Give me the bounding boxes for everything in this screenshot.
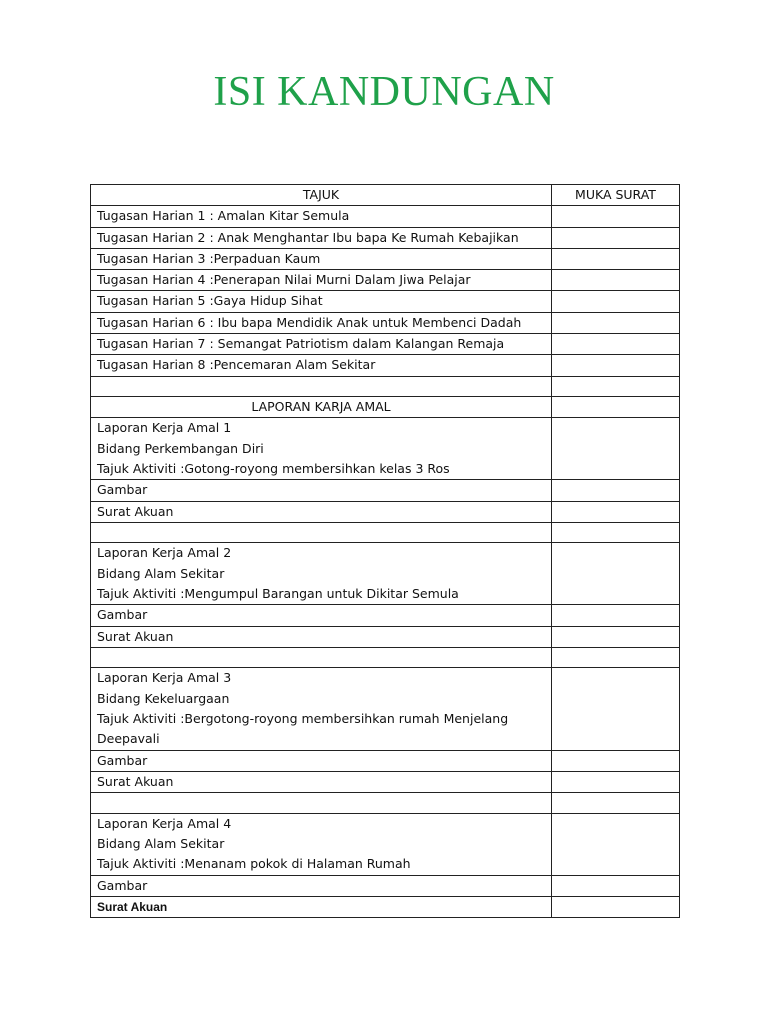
table-row <box>91 291 680 312</box>
laporan-bidang: Bidang Alam Sekitar <box>97 836 225 852</box>
page-cell <box>552 418 680 480</box>
page-cell <box>552 605 680 626</box>
page-cell <box>552 312 680 333</box>
table-row <box>91 480 680 501</box>
table-row <box>91 227 680 248</box>
surat-akuan-label: Surat Akuan <box>91 501 552 522</box>
empty-row <box>91 647 680 668</box>
page-cell <box>552 896 680 917</box>
laporan-tajuk-continued: Deepavali <box>97 731 160 747</box>
page-cell <box>552 227 680 248</box>
header-row <box>91 185 680 206</box>
section-heading: LAPORAN KARJA AMAL <box>91 397 552 418</box>
surat-akuan-label: Surat Akuan <box>91 896 552 917</box>
tugasan-1: Tugasan Harian 1 : Amalan Kitar Semula <box>91 206 552 227</box>
table-row <box>91 750 680 771</box>
gambar-label: Gambar <box>91 605 552 626</box>
tugasan-2: Tugasan Harian 2 : Anak Menghantar Ibu bapa Ke Rumah Kebajikan <box>91 227 552 248</box>
table-row <box>91 501 680 522</box>
empty-row <box>91 376 680 397</box>
empty-row <box>91 793 680 814</box>
gambar-label: Gambar <box>91 875 552 896</box>
laporan-title: Laporan Kerja Amal 1 <box>97 420 232 436</box>
page-cell <box>552 543 680 605</box>
tugasan-7: Tugasan Harian 7 : Semangat Patriotism dalam Kalangan Remaja <box>91 334 552 355</box>
laporan-tajuk: Tajuk Aktiviti :Menanam pokok di Halaman Rumah <box>97 856 411 872</box>
table-row <box>91 355 680 376</box>
page-cell <box>552 206 680 227</box>
page-cell <box>552 291 680 312</box>
laporan-tajuk: Tajuk Aktiviti :Mengumpul Barangan untuk Dikitar Semula <box>97 586 459 602</box>
gambar-label: Gambar <box>91 480 552 501</box>
page-cell <box>552 813 680 875</box>
contents-table <box>90 184 680 918</box>
page-cell <box>552 355 680 376</box>
tugasan-4: Tugasan Harian 4 :Penerapan Nilai Murni Dalam Jiwa Pelajar <box>91 270 552 291</box>
laporan-3-details <box>91 668 552 750</box>
empty-row <box>91 522 680 543</box>
laporan-title: Laporan Kerja Amal 3 <box>97 670 232 686</box>
laporan-bidang: Bidang Kekeluargaan <box>97 690 230 706</box>
surat-akuan-label: Surat Akuan <box>91 771 552 792</box>
tugasan-6: Tugasan Harian 6 : Ibu bapa Mendidik Anak untuk Membenci Dadah <box>91 312 552 333</box>
page-cell <box>552 248 680 269</box>
table-row <box>91 248 680 269</box>
laporan-row <box>91 668 680 750</box>
table-row <box>91 626 680 647</box>
header-muka-surat: MUKA SURAT <box>552 185 680 206</box>
tugasan-3: Tugasan Harian 3 :Perpaduan Kaum <box>91 248 552 269</box>
gambar-label: Gambar <box>91 750 552 771</box>
page-cell <box>552 270 680 291</box>
page-cell <box>552 875 680 896</box>
tugasan-5: Tugasan Harian 5 :Gaya Hidup Sihat <box>91 291 552 312</box>
laporan-row <box>91 418 680 480</box>
table-row <box>91 206 680 227</box>
page-cell <box>552 397 680 418</box>
section-heading-row <box>91 397 680 418</box>
page-cell <box>552 771 680 792</box>
surat-akuan-label: Surat Akuan <box>91 626 552 647</box>
page-cell <box>552 750 680 771</box>
table-row <box>91 334 680 355</box>
table-row <box>91 875 680 896</box>
laporan-4-details <box>91 813 552 875</box>
page-cell <box>552 334 680 355</box>
laporan-2-details <box>91 543 552 605</box>
laporan-bidang: Bidang Perkembangan Diri <box>97 440 264 456</box>
laporan-title: Laporan Kerja Amal 2 <box>97 545 232 561</box>
page-cell <box>552 668 680 750</box>
header-tajuk: TAJUK <box>91 185 552 206</box>
table-row <box>91 312 680 333</box>
table-row <box>91 605 680 626</box>
page-cell <box>552 626 680 647</box>
laporan-row <box>91 813 680 875</box>
table-row <box>91 896 680 917</box>
laporan-tajuk: Tajuk Aktiviti :Gotong-royong membersihkan kelas 3 Ros <box>97 461 450 477</box>
tugasan-8: Tugasan Harian 8 :Pencemaran Alam Sekitar <box>91 355 552 376</box>
table-row <box>91 771 680 792</box>
page-cell <box>552 501 680 522</box>
laporan-title: Laporan Kerja Amal 4 <box>97 815 232 831</box>
laporan-1-details <box>91 418 552 480</box>
laporan-bidang: Bidang Alam Sekitar <box>97 565 225 581</box>
page-cell <box>552 480 680 501</box>
table-row <box>91 270 680 291</box>
laporan-tajuk: Tajuk Aktiviti :Bergotong-royong membersihkan rumah Menjelang <box>97 711 509 727</box>
laporan-row <box>91 543 680 605</box>
page-title: ISI KANDUNGAN <box>213 69 555 115</box>
